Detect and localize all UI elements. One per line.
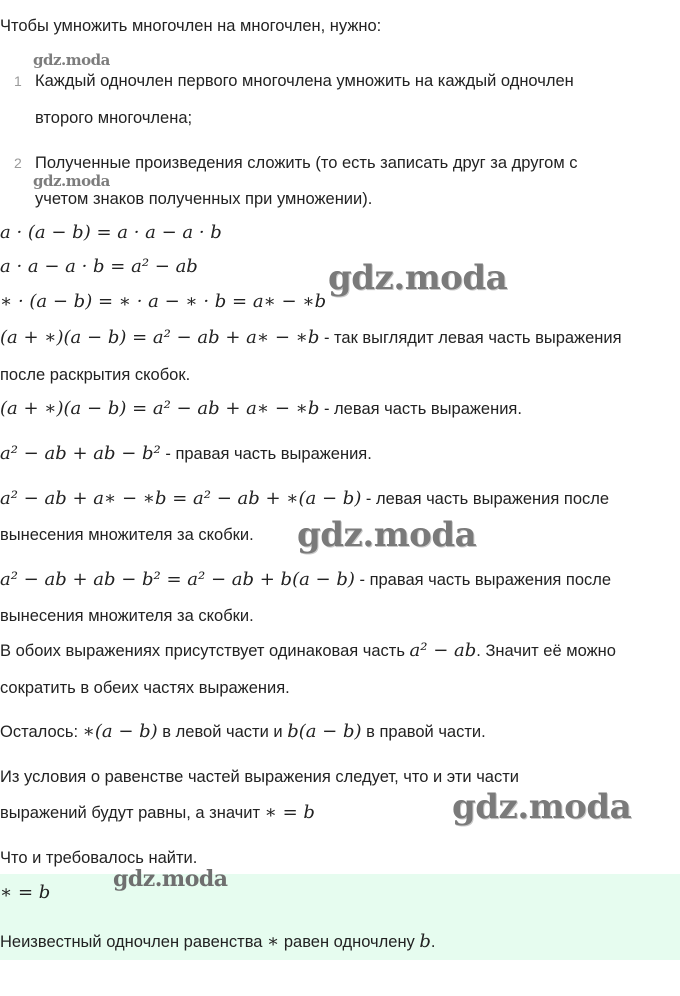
watermark: gdz.moda (452, 787, 632, 827)
list-item-text: Полученные произведения сложить (то есть записать друг за другом с (35, 154, 578, 172)
watermark: gdz.moda (113, 866, 228, 892)
paragraph-text: - левая часть выражения. (319, 400, 522, 418)
answer-text-part: Неизвестный одночлен равенства (0, 933, 268, 951)
watermark: gdz.moda (328, 258, 508, 298)
paragraph (0, 569, 611, 591)
formula: (a + ∗)(a − b) = a² − ab + a∗ − ∗b (0, 327, 320, 348)
intro-text: Чтобы умножить многочлен на многочлен, нужно: (0, 17, 382, 35)
paragraph-text: В обоих выражениях присутствует одинаковая часть (0, 642, 410, 660)
formula: b(a − b) (287, 721, 362, 742)
answer-text (0, 931, 436, 953)
paragraph-text: вынесения множителя за скобки. (0, 526, 254, 544)
list-item-text: второго многочлена; (35, 109, 193, 127)
paragraph-text: Из условия о равенстве частей выражения следует, что и эти части (0, 768, 520, 786)
paragraph-text: - правая часть выражения. (160, 445, 372, 463)
watermark: gdz.moda (33, 172, 110, 190)
formula: a² − ab + ab − b² = a² − ab + b(a − b) (0, 569, 355, 590)
paragraph-text: выражений будут равны, а значит (0, 804, 265, 822)
paragraph-text: вынесения множителя за скобки. (0, 607, 254, 625)
list-number: 2 (14, 155, 22, 171)
list-item-text: Каждый одночлен первого многочлена умножить на каждый одночлен (35, 72, 574, 90)
list-number: 1 (14, 73, 22, 89)
paragraph-text: - так выглядит левая часть выражения (319, 329, 622, 347)
list-item-text: учетом знаков полученных при умножении). (35, 190, 373, 208)
paragraph-text: сократить в обеих частях выражения. (0, 679, 290, 697)
paragraph (0, 488, 609, 510)
paragraph-text: Осталось: (0, 723, 83, 741)
paragraph (0, 721, 486, 743)
formula: b (419, 931, 431, 952)
formula: ∗(a − b) (82, 721, 158, 742)
paragraph (0, 327, 622, 349)
formula: a² − ab + a∗ − ∗b = a² − ab + ∗(a − b) (0, 488, 362, 509)
watermark: gdz.moda (33, 51, 110, 69)
answer-formula: ∗ = b (0, 882, 51, 903)
paragraph-text: в правой части. (361, 723, 486, 741)
paragraph (0, 640, 616, 662)
conclusion-text: Что и требовалось найти. (0, 849, 198, 867)
paragraph-text: после раскрытия скобок. (0, 366, 191, 384)
paragraph-text: . Значит её можно (476, 642, 616, 660)
formula: a² − ab + ab − b² (0, 443, 161, 464)
formula: a² − ab (409, 640, 477, 661)
equation: a · a − a · b = a² − ab (0, 256, 198, 277)
watermark: gdz.moda (297, 515, 477, 555)
paragraph-text: в левой части и (157, 723, 288, 741)
answer-text-part: равен одночлену (279, 933, 420, 951)
paragraph (0, 443, 372, 465)
paragraph-text: - правая часть выражения после (354, 571, 612, 589)
answer-text-part: . (430, 933, 436, 951)
formula: ∗ = b (264, 802, 315, 823)
formula: ∗ (267, 931, 280, 952)
paragraph (0, 398, 522, 420)
answer-box (0, 874, 680, 960)
equation: ∗ · (a − b) = ∗ · a − ∗ · b = a∗ − ∗b (0, 291, 327, 312)
paragraph (0, 802, 315, 824)
paragraph-text: - левая часть выражения после (361, 490, 610, 508)
equation: a · (a − b) = a · a − a · b (0, 222, 222, 243)
formula: (a + ∗)(a − b) = a² − ab + a∗ − ∗b (0, 398, 320, 419)
